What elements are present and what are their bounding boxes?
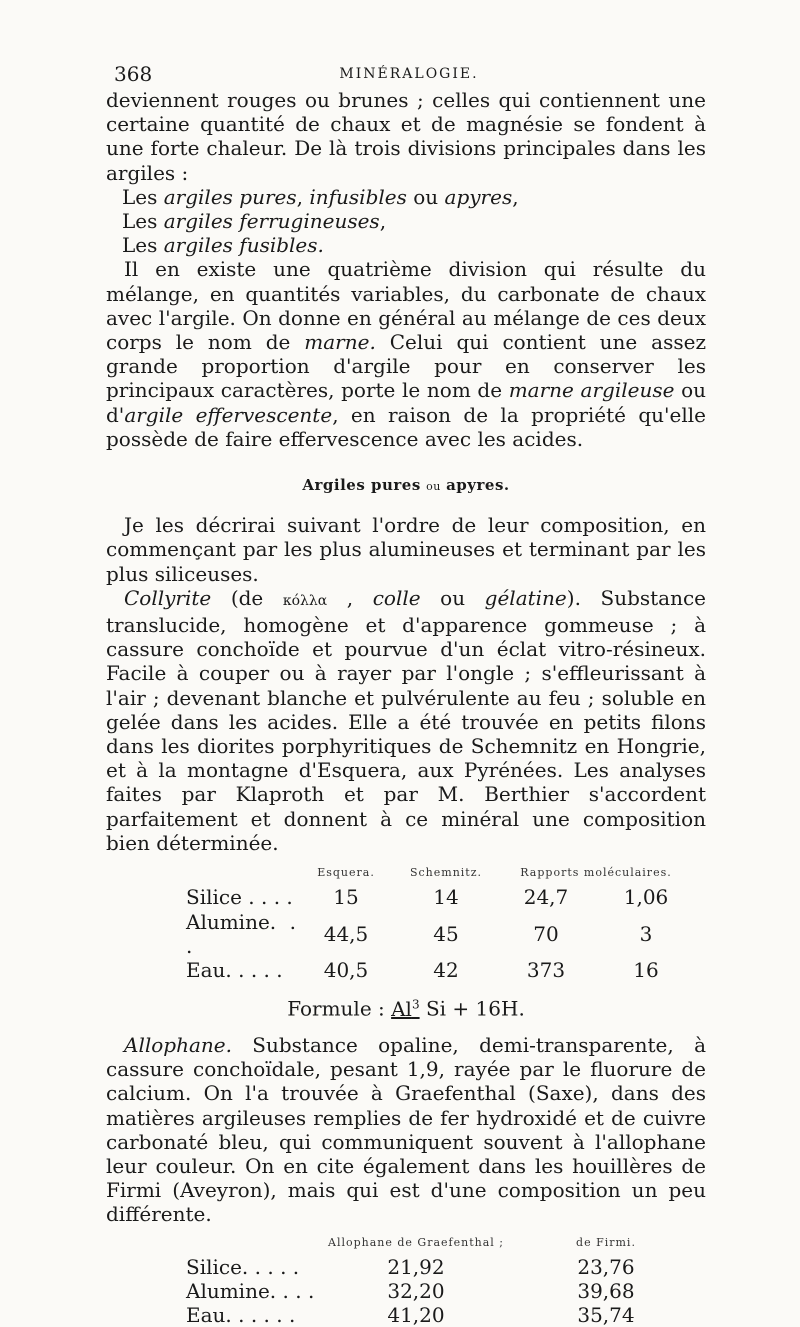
allophane-analysis-table: [186, 1231, 696, 1327]
table-row: [186, 1279, 696, 1303]
paragraph-order: Je les décrirai suivant l'ordre de leur composition, en commençant par les plus alumineuses et terminant par les plus siliceuses.: [106, 513, 706, 586]
mineral-name-allophane: Allophane.: [124, 1032, 232, 1057]
collyrite-analysis-table: [186, 861, 696, 982]
section-heading: [106, 473, 706, 499]
table-header: Schemnitz.: [409, 866, 483, 880]
text-span: Substance opaline, demi-transparente, à cassure conchoïdale, pesant 1,9, rayée par le fluorure de calcium. On l'a trouvée à Graefenthal (Saxe), dans des matières argileuses remplies de fer hydroxidé et de cuivre carbonaté bleu, qui communiquent souvent à l'allophane leur couleur. On en cite également dans les houillères de Firmi (Aveyron), mais qui est d'une composition un peu différente.: [106, 1032, 706, 1227]
table-header-row: [186, 861, 696, 885]
table-cell: 70: [533, 921, 559, 946]
table-cell-label: Eau. . . . .: [186, 957, 283, 982]
text-span: Les: [122, 233, 164, 258]
table-cell: 45: [433, 921, 459, 946]
text-span: ,: [296, 184, 310, 209]
term-argiles-pures: argiles pures: [163, 184, 297, 209]
term-apyres: apyres: [444, 184, 513, 209]
heading-part: Argiles pures: [302, 476, 421, 495]
table-cell: 35,74: [577, 1303, 635, 1327]
term-marne-argileuse: marne argileuse: [508, 378, 675, 403]
text-span: ). Substance translucide, homogène et d'apparence gommeuse ; à cassure conchoïde et pourvue d'un éclat vitro-résineux. Facile à couper ou à rayer par l'ongle ; s'effleurissant à l'air ; devenant blanche et pulvérulente au feu ; soluble en gelée dans les acides. Elle a été trouvée en petits filons dans les diorites porphyritiques de Schemnitz en Hongrie, et à la montagne d'Esquera, aux Pyrénées. Les analyses faites par Klaproth et par M. Berthier s'accordent parfaitement et donnent à ce minéral une composition bien déterminée.: [106, 585, 707, 855]
table-header: Esquera.: [317, 866, 375, 880]
paragraph-allophane: [106, 1033, 706, 1227]
table-cell: 39,68: [577, 1279, 635, 1303]
table-cell: 40,5: [323, 957, 369, 982]
table-cell: 3: [639, 921, 653, 946]
table-cell: 41,20: [387, 1303, 445, 1327]
term-argiles-ferrugineuses: argiles ferrugineuses: [163, 209, 380, 234]
text-span: Les: [122, 209, 164, 234]
table-header: Allophane de Graefenthal ;: [328, 1235, 504, 1249]
table-cell: 44,5: [323, 921, 369, 946]
page-number: 368: [114, 62, 153, 86]
text-line: deviennent rouges ou brunes ; celles qui contiennent une certaine: [106, 88, 706, 137]
heading-part: ou: [426, 480, 441, 494]
table-cell: 16: [633, 957, 659, 982]
formula-plus: +: [452, 996, 470, 1021]
text-span: ,: [512, 184, 519, 209]
table-header-row: [186, 1231, 696, 1255]
table-row: [186, 910, 696, 958]
table-cell: 32,20: [387, 1279, 445, 1303]
running-title: MINÉRALOGIE.: [339, 66, 479, 82]
page-header: [114, 62, 704, 90]
formula-al-exponent: 3: [411, 997, 420, 1012]
division-item-2: [106, 209, 706, 233]
table-cell: 23,76: [577, 1254, 635, 1279]
table-header-empty: [186, 1231, 316, 1255]
formula-al: [391, 997, 419, 1021]
paragraph-collyrite: [106, 586, 706, 855]
division-item-1: [106, 185, 706, 209]
term-infusibles: infusibles: [309, 184, 407, 209]
greek-word: κόλλα: [282, 592, 328, 609]
table-cell: 15: [333, 885, 359, 910]
table-row: [186, 885, 696, 909]
paragraph-intro: [106, 88, 706, 185]
page-body: [106, 88, 706, 1327]
table-cell: 24,7: [523, 885, 569, 910]
text-line: quantité de chaux et de magnésie se fondent à une forte chaleur. De là: [106, 112, 707, 161]
table-row: [186, 1303, 696, 1327]
table-header-empty: [186, 861, 296, 885]
term-gelatine: gélatine: [484, 585, 567, 610]
table-cell: 1,06: [623, 885, 669, 910]
text-span: ,: [379, 209, 387, 234]
table-cell: 14: [433, 885, 459, 910]
text-span: (de: [211, 585, 283, 610]
table-cell-label: Alumine. . .: [186, 909, 296, 958]
text-span: Il en existe une quatrième division qui résulte du mélange, en quantités variables, du carbonate de chaux avec l'argile. On donne en général au mélange de ces deux corps le nom de: [106, 257, 706, 355]
division-item-3: [106, 233, 706, 257]
mineral-name-collyrite: Collyrite: [124, 585, 212, 610]
text-line: trois divisions principales dans les argiles :: [106, 136, 707, 185]
formula-si: Si: [425, 996, 447, 1021]
table-cell-label: Silice. . . . .: [186, 1254, 300, 1279]
formula-al-symbol: Al: [391, 996, 412, 1021]
text-span: Celui qui contient une assez grande proportion d'argile pour en conserver les principaux caractères, porte le nom de: [106, 330, 706, 403]
text-span: Les: [122, 184, 164, 209]
formula-label: Formule :: [287, 996, 392, 1021]
table-cell-label: Eau. . . . . .: [186, 1303, 296, 1327]
table-cell-label: Alumine. . . .: [186, 1279, 315, 1303]
table-header: Rapports moléculaires.: [520, 866, 672, 880]
text-span: ou: [674, 378, 707, 403]
formula-h: 16H.: [475, 996, 525, 1021]
text-span: d': [106, 402, 125, 427]
table-row: [186, 1255, 696, 1279]
text-span: ,: [327, 585, 373, 610]
text-span: , en raison de la propriété qu'elle possède de faire effervescence avec les acides.: [106, 402, 706, 451]
chemical-formula: [106, 992, 706, 1021]
text-span: ou: [406, 184, 445, 209]
term-colle: colle: [372, 585, 421, 610]
text-span: ou: [420, 585, 485, 610]
term-marne: marne.: [304, 330, 376, 355]
table-header: de Firmi.: [576, 1235, 636, 1249]
table-cell: 373: [526, 957, 566, 982]
table-cell-label: Silice . . . .: [186, 885, 293, 910]
term-argiles-fusibles: argiles fusibles.: [163, 233, 324, 258]
table-cell: 21,92: [387, 1254, 445, 1279]
heading-part: apyres.: [446, 476, 510, 495]
term-argile-effervescente: argile effervescente: [124, 402, 333, 427]
paragraph-marne: [106, 257, 706, 451]
table-row: [186, 958, 696, 982]
table-cell: 42: [433, 957, 459, 982]
